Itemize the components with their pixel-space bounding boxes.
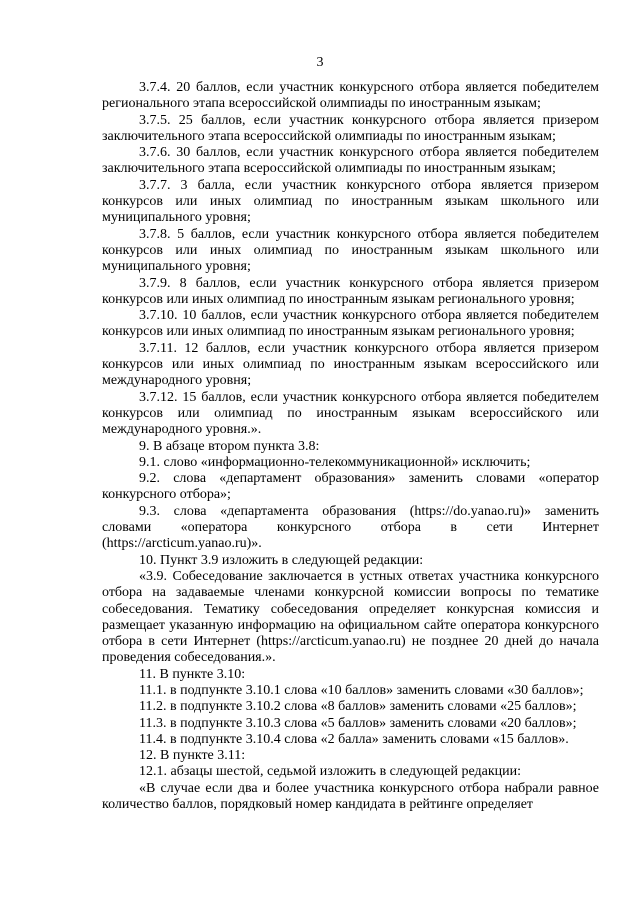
- paragraph-11-2: 11.2. в подпункте 3.10.2 слова «8 баллов» заменить словами «25 баллов»;: [139, 699, 577, 715]
- paragraph-11-1: 11.1. в подпункте 3.10.1 слова «10 баллов» заменить словами «30 баллов»;: [139, 682, 584, 698]
- document-body: [102, 80, 599, 813]
- page-number: 3: [316, 55, 324, 70]
- paragraph-12-1: 12.1. абзацы шестой, седьмой изложить в следующей редакции:: [139, 764, 522, 780]
- paragraph-3-7-5: 3.7.5. 25 баллов, если участник конкурсного отбора является призером заключительного этапа всероссийской олимпиады по иностранным языкам;: [102, 112, 599, 144]
- paragraph-3-9-new: «3.9. Собеседование заключается в устных ответах участника конкурсного отбора на задаваемые членами конкурсной комиссии вопросы по тематике собеседования. Тематику собеседования определяет конкурсная комиссия и размещает указанную информацию на официальном сайте оператора конкурсного отбора в сети Интернет (https://arcticum.yanao.ru) не позднее 20 дней до начала проведения собеседования.».: [102, 568, 599, 666]
- paragraph-3-7-8: 3.7.8. 5 баллов, если участник конкурсного отбора является победителем конкурсов или иных олимпиад по иностранным языкам школьного или муниципального уровня;: [102, 226, 599, 275]
- paragraph-3-7-4: 3.7.4. 20 баллов, если участник конкурсного отбора является победителем регионального этапа всероссийской олимпиады по иностранным языкам;: [102, 80, 599, 112]
- paragraph-11: 11. В пункте 3.10:: [139, 666, 246, 682]
- paragraph-11-3: 11.3. в подпункте 3.10.3 слова «5 баллов» заменить словами «20 баллов»;: [139, 715, 577, 731]
- paragraph-quote: «В случае если два и более участника конкурсного отбора набрали равное количество баллов, порядковый номер кандидата в рейтинге определяет: [102, 780, 599, 813]
- paragraph-10: 10. Пункт 3.9 изложить в следующей редакции:: [139, 552, 424, 568]
- paragraph-3-7-6: 3.7.6. 30 баллов, если участник конкурсного отбора является победителем заключительного этапа всероссийской олимпиады по иностранным языкам;: [102, 145, 599, 177]
- paragraph-9-2: 9.2. слова «департамент образования» заменить словами «оператор конкурсного отбора»;: [102, 471, 599, 503]
- paragraph-3-7-12: 3.7.12. 15 баллов, если участник конкурсного отбора является победителем конкурсов или олимпиад по иностранным языкам всероссийского или международного уровня.».: [102, 389, 599, 438]
- paragraph-11-4: 11.4. в подпункте 3.10.4 слова «2 балла» заменить словами «15 баллов».: [139, 731, 569, 747]
- paragraph-3-7-10: 3.7.10. 10 баллов, если участник конкурсного отбора является победителем конкурсов или иных олимпиад по иностранным языкам регионального уровня;: [102, 308, 599, 340]
- paragraph-12: 12. В пункте 3.11:: [139, 748, 246, 764]
- paragraph-3-7-11: 3.7.11. 12 баллов, если участник конкурсного отбора является призером конкурсов или иных олимпиад по иностранным языкам всероссийского или международного уровня;: [102, 340, 599, 389]
- paragraph-3-7-9: 3.7.9. 8 баллов, если участник конкурсного отбора является призером конкурсов или иных олимпиад по иностранным языкам регионального уровня;: [102, 275, 599, 307]
- paragraph-9: 9. В абзаце втором пункта 3.8:: [139, 438, 320, 454]
- paragraph-9-3: 9.3. слова «департамента образования (https://do.yanao.ru)» заменить словами «оператора конкурсного отбора в сети Интернет (https://arcticum.yanao.ru)».: [102, 503, 599, 552]
- paragraph-3-7-7: 3.7.7. 3 балла, если участник конкурсного отбора является призером конкурсов или иных олимпиад по иностранным языкам школьного или муниципального уровня;: [102, 177, 599, 226]
- paragraph-9-1: 9.1. слово «информационно-телекоммуникационной» исключить;: [139, 454, 531, 470]
